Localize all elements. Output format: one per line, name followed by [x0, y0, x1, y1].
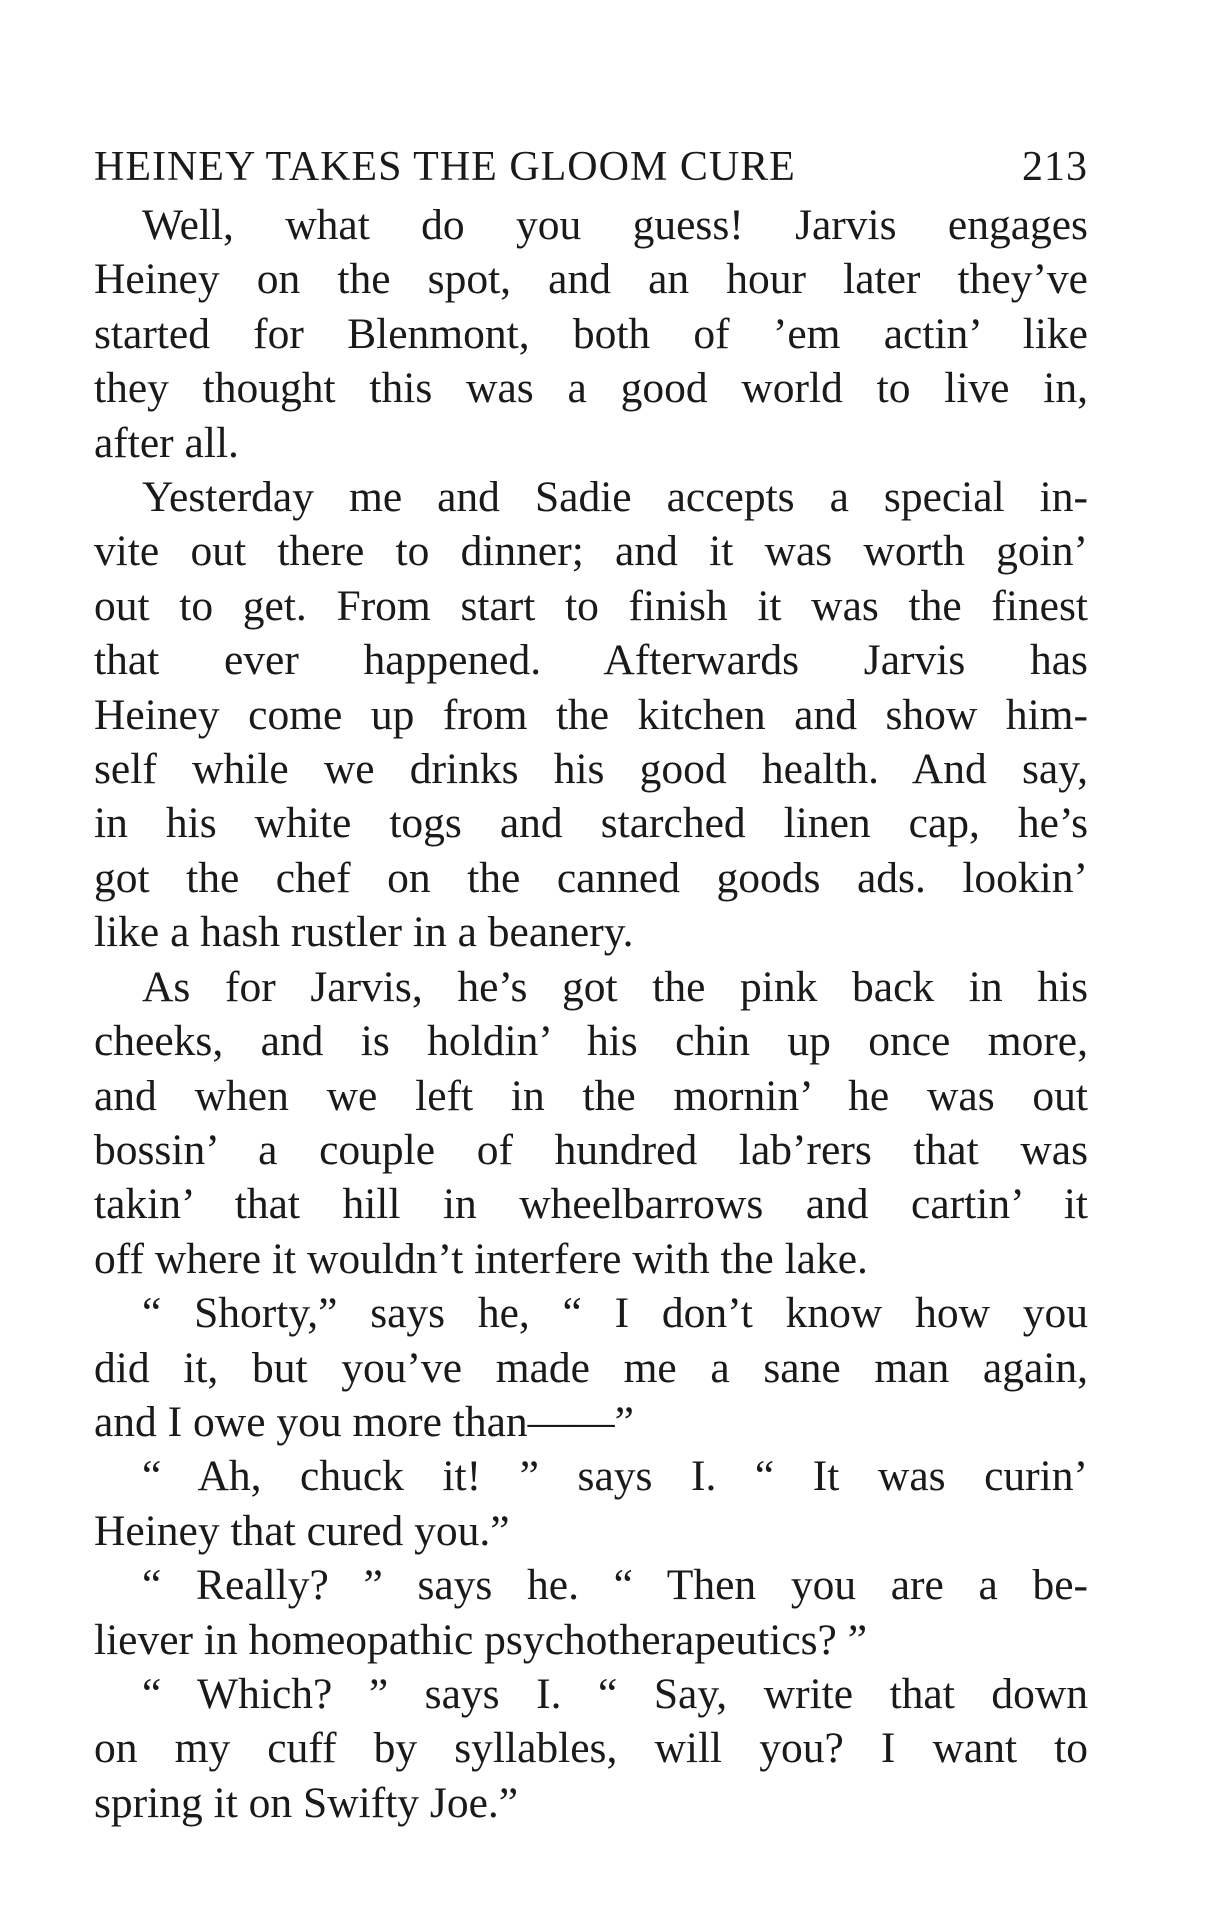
- text-line: As for Jarvis, he’s got the pink back in his: [142, 962, 1088, 1011]
- paragraph: [94, 960, 1088, 1286]
- paragraph: [94, 1667, 1088, 1830]
- text-line: “ Ah, chuck it! ” says I. “ It was curin’: [142, 1452, 1088, 1501]
- text-line: “ Really? ” says he. “ Then you are a be-: [142, 1561, 1088, 1610]
- text-line: they thought this was a good world to live in,: [94, 364, 1088, 413]
- text-line: got the chef on the canned goods ads. lookin’: [94, 853, 1088, 902]
- text-line: Yesterday me and Sadie accepts a special in-: [142, 473, 1088, 522]
- paragraph: [94, 1286, 1088, 1449]
- text-line: started for Blenmont, both of ’em actin’ like: [94, 309, 1088, 358]
- paragraph: [94, 1449, 1088, 1558]
- text-line: out to get. From start to finish it was the finest: [94, 581, 1088, 630]
- text-line: on my cuff by syllables, will you? I want to: [94, 1724, 1088, 1773]
- text-line: Well, what do you guess! Jarvis engages: [142, 201, 1088, 249]
- text-line: Heiney come up from the kitchen and show him-: [94, 690, 1088, 739]
- text-line: “ Which? ” says I. “ Say, write that down: [142, 1669, 1088, 1718]
- paragraph: [94, 198, 1088, 470]
- text-line: vite out there to dinner; and it was worth goin’: [94, 527, 1088, 576]
- text-line: spring it on Swifty Joe.”: [94, 1778, 519, 1827]
- text-line: like a hash rustler in a beanery.: [94, 908, 634, 957]
- text-line: and I owe you more than——”: [94, 1397, 634, 1446]
- text-line: takin’ that hill in wheelbarrows and cartin’ it: [94, 1180, 1088, 1229]
- text-line: Heiney that cured you.”: [94, 1506, 510, 1555]
- text-line: “ Shorty,” says he, “ I don’t know how you: [142, 1289, 1088, 1338]
- running-header: [94, 140, 1088, 194]
- paragraph: [94, 1558, 1088, 1667]
- text-line: did it, but you’ve made me a sane man again,: [94, 1343, 1088, 1392]
- text-line: self while we drinks his good health. And say,: [94, 745, 1088, 794]
- text-line: in his white togs and starched linen cap, he’s: [94, 799, 1088, 848]
- text-line: bossin’ a couple of hundred lab’rers that was: [94, 1125, 1088, 1174]
- running-title: HEINEY TAKES THE GLOOM CURE: [94, 144, 796, 190]
- page-number: 213: [1022, 144, 1088, 190]
- text-line: Heiney on the spot, and an hour later they’ve: [94, 255, 1088, 304]
- book-page: [94, 140, 1088, 1830]
- text-line: liever in homeopathic psychotherapeutics? ”: [94, 1615, 868, 1664]
- text-line: cheeks, and is holdin’ his chin up once more,: [94, 1017, 1088, 1066]
- text-line: and when we left in the mornin’ he was out: [94, 1071, 1088, 1120]
- text-line: that ever happened. Afterwards Jarvis has: [94, 636, 1088, 685]
- text-line: after all.: [94, 418, 239, 467]
- text-line: off where it wouldn’t interfere with the lake.: [94, 1234, 868, 1283]
- paragraph: [94, 470, 1088, 960]
